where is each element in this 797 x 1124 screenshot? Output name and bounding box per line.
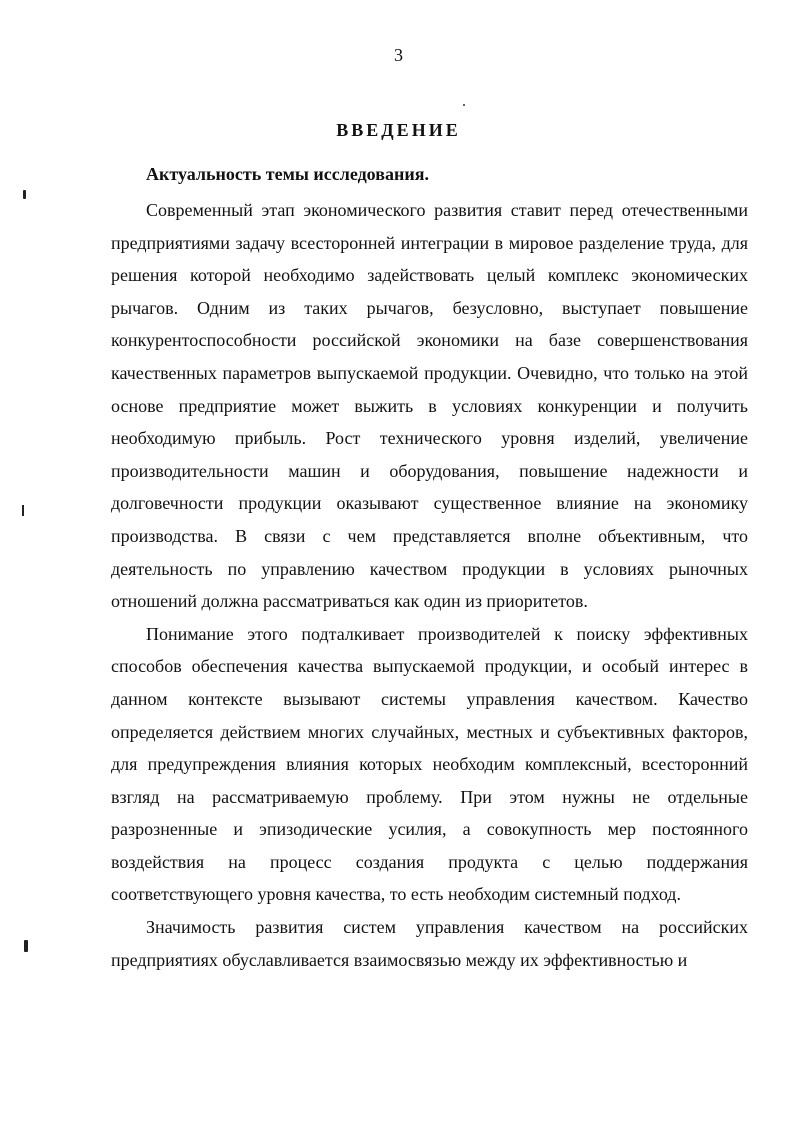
scan-speck xyxy=(463,104,465,106)
binding-hole-mark xyxy=(23,190,26,199)
page-number: 3 xyxy=(394,45,403,65)
paragraph-3: Значимость развития систем управления качеством на российских предприятиях обуславливается взаимосвязью между их эффективностью и xyxy=(111,917,748,970)
binding-hole-mark xyxy=(24,940,28,952)
subsection-heading: Актуальность темы исследования. xyxy=(146,164,429,184)
paragraph-2: Понимание этого подталкивает производителей к поиску эффективных способов обеспечения качества выпускаемой продукции, и особый интерес в данном контексте вызывают системы управления качеством. Качество определяется действием многих случайных, местных и субъективных факторов, для предупреждения влияния которых необходим комплексный, всесторонний взгляд на рассматриваемую проблему. При этом нужны не отдельные разрозненные и эпизодические усилия, а совокупность мер постоянного воздействия на процесс создания продукта с целью поддержания соответствующего уровня качества, то есть необходим системный подход. xyxy=(111,623,748,905)
paragraph-1: Современный этап экономического развития ставит перед отечественными предприятиями задачу всесторонней интеграции в мировое разделение труда, для решения которой необходимо задействовать целый комплекс экономических рычагов. Одним из таких рычагов, безусловно, выступает повышение конкурентоспособности российской экономики на базе совершенствования качественных параметров выпускаемой продукции. Очевидно, что только на этой основе предприятие может выжить в условиях конкуренции и получить необходимую прибыль. Рост технического уровня изделий, увеличение производительности машин и оборудования, повышение надежности и долговечности продукции оказывают существенное влияние на экономику производства. В связи с чем представляется вполне объективным, что деятельность по управлению качеством продукции в условиях рыночных отношений должна рассматриваться как один из приоритетов. xyxy=(111,200,748,612)
body-text xyxy=(111,194,748,976)
section-heading: ВВЕДЕНИЕ xyxy=(336,120,461,140)
binding-hole-mark xyxy=(22,505,24,516)
